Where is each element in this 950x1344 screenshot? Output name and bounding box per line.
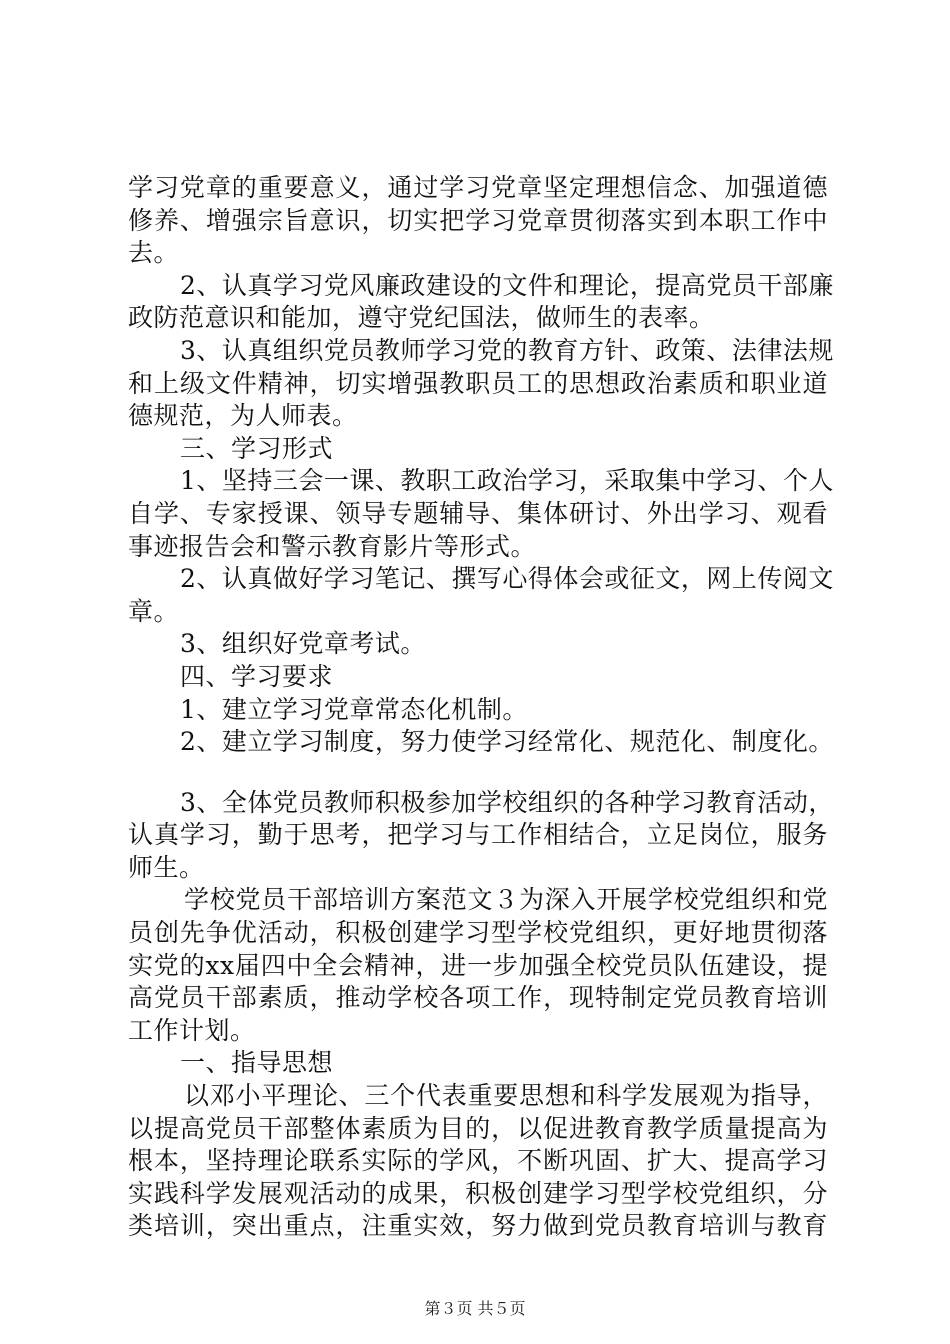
- paragraph-line: 3、组织好党章考试。: [180, 629, 426, 659]
- text-line: 自学、专家授课、领导专题辅导、集体研讨、外出学习、观看: [128, 498, 828, 528]
- text-line: 根本，坚持理论联系实际的学风，不断巩固、扩大、提高学习: [128, 1146, 828, 1176]
- text-line: 员创先争优活动，积极创建学习型学校党组织，更好地贯彻落: [128, 918, 828, 948]
- text-line: 事迹报告会和警示教育影片等形式。: [128, 531, 537, 561]
- text-line: 实践科学发展观活动的成果，积极创建学习型学校党组织，分: [128, 1178, 828, 1208]
- document-body: [128, 172, 834, 1243]
- page-number: 第３页 共５页: [424, 1299, 526, 1318]
- text-line: 类培训，突出重点，注重实效，努力做到党员教育培训与教育: [128, 1211, 828, 1241]
- paragraph-gap: [128, 759, 828, 787]
- text-line: 师生。: [128, 852, 205, 882]
- text-line: 修养、增强宗旨意识，切实把学习党章贯彻落实到本职工作中: [128, 205, 828, 235]
- text-line: 认真学习，勤于思考，把学习与工作相结合，立足岗位，服务: [128, 820, 828, 850]
- text-line: 章。: [128, 596, 180, 626]
- text-line: 政防范意识和能加，遵守党纪国法，做师生的表率。: [128, 303, 715, 333]
- text-line: 和上级文件精神，切实增强教职员工的思想政治素质和职业道: [128, 368, 828, 398]
- section-heading: 三、学习形式: [180, 433, 334, 463]
- text-line: 实党的xx届四中全会精神，进一步加强全校党员队伍建设，提: [128, 950, 828, 980]
- paragraph-line: 学校党员干部培训方案范文３为深入开展学校党组织和党: [184, 885, 828, 915]
- text-line: 以提高党员干部整体素质为目的，以促进教育教学质量提高为: [128, 1113, 828, 1143]
- section-heading: 一、指导思想: [180, 1048, 334, 1078]
- text-line: 去。: [128, 238, 180, 268]
- paragraph-line: 2、认真做好学习笔记、撰写心得体会或征文，网上传阅文: [180, 564, 834, 594]
- section-heading: 四、学习要求: [180, 661, 334, 691]
- paragraph-line: 3、认真组织党员教师学习党的教育方针、政策、法律法规: [180, 335, 834, 365]
- paragraph-line: 1、建立学习党章常态化机制。: [180, 694, 528, 724]
- paragraph-line: 以邓小平理论、三个代表重要思想和科学发展观为指导，: [184, 1081, 828, 1111]
- text-line: 工作计划。: [128, 1015, 256, 1045]
- paragraph-line: 3、全体党员教师积极参加学校组织的各种学习教育活动，: [180, 787, 834, 817]
- paragraph-line: 2、建立学习制度，努力使学习经常化、规范化、制度化。: [180, 727, 834, 757]
- paragraph-line: 2、认真学习党风廉政建设的文件和理论，提高党员干部廉: [180, 270, 834, 300]
- text-line: 德规范，为人师表。: [128, 401, 358, 431]
- text-line: 高党员干部素质，推动学校各项工作，现特制定党员教育培训: [128, 983, 828, 1013]
- paragraph-line: 1、坚持三会一课、教职工政治学习，采取集中学习、个人: [180, 466, 834, 496]
- text-line: 学习党章的重要意义，通过学习党章坚定理想信念、加强道德: [128, 173, 828, 202]
